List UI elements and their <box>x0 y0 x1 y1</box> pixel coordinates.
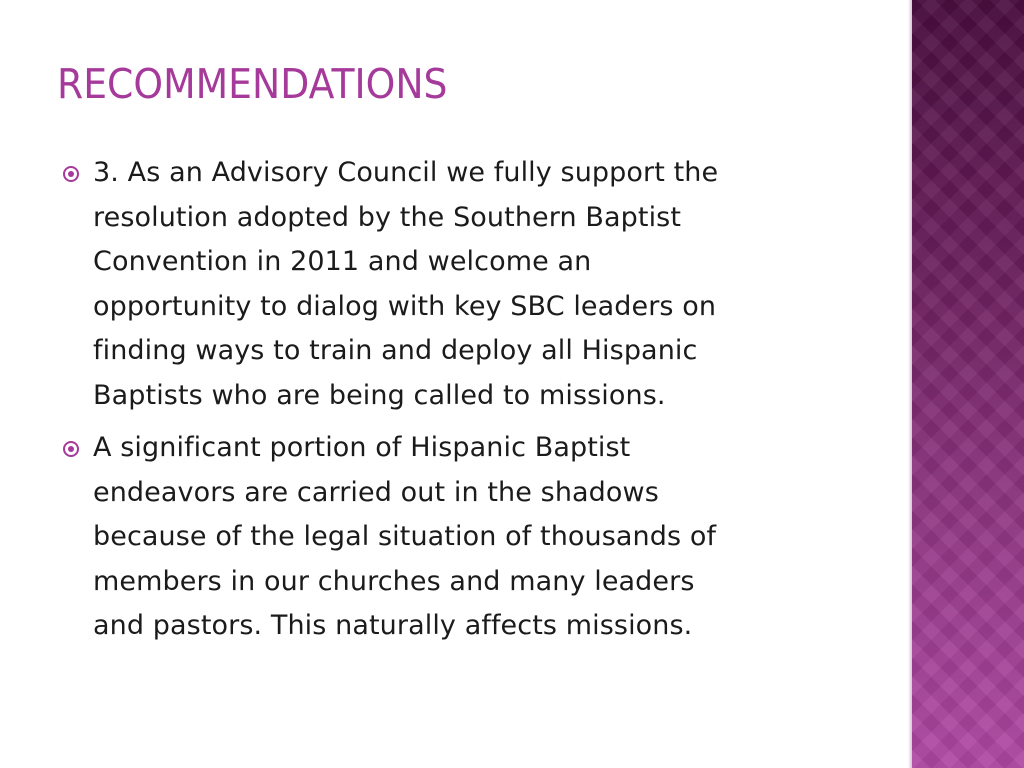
bullet-1-line-2: resolution adopted by the Southern Baptist <box>93 201 682 233</box>
bullet-2-line-2: endeavors are carried out in the shadows <box>93 476 659 508</box>
decorative-side-panel <box>912 0 1024 768</box>
bullet-2-line-4: members in our churches and many leaders <box>93 565 695 597</box>
bullet-2-line-5: and pastors. This naturally affects missions. <box>93 610 693 641</box>
bullet-1-line-4: opportunity to dialog with key SBC leaders on <box>93 290 717 322</box>
bullet-item-2 <box>57 426 857 649</box>
radio-bullet-icon <box>63 166 79 182</box>
bullet-item-1 <box>57 151 857 418</box>
slide-title: RECOMMENDATIONS <box>57 60 448 108</box>
bullet-1-line-3: Convention in 2011 and welcome an <box>93 246 592 277</box>
bullet-1-line-1: 3. As an Advisory Council we fully support the <box>93 157 719 188</box>
bullet-1-line-5: finding ways to train and deploy all Hispanic <box>93 335 698 366</box>
radio-bullet-icon <box>63 441 79 457</box>
bullet-2-line-1: A significant portion of Hispanic Baptist <box>93 432 631 463</box>
bullet-list <box>57 151 857 657</box>
bullet-1-line-6: Baptists who are being called to missions. <box>93 379 666 411</box>
bullet-2-line-3: because of the legal situation of thousands of <box>93 521 717 552</box>
